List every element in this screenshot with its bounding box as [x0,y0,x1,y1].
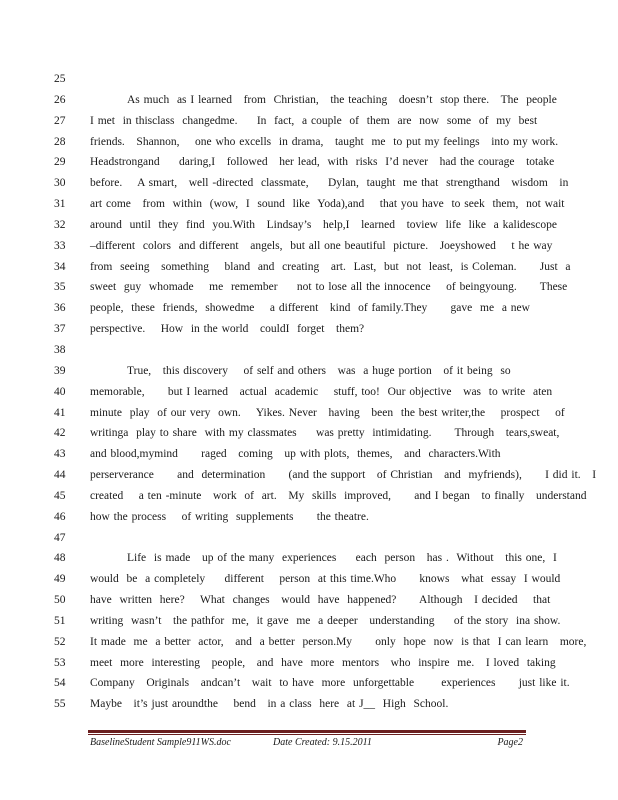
document-line [0,632,618,653]
line-text: art come from within (wow, I sound like Yoda),and that you have to seek them, not wait [90,198,565,211]
line-text: meet more interesting people, and have more mentors who inspire me. I loved taking [90,656,556,669]
line-number: 25 [54,73,66,85]
line-number: 29 [54,156,66,169]
line-number: 26 [54,93,66,106]
line-number: 42 [54,427,66,440]
line-text: Headstrongand daring,I followed her lead, with risks I’d never had the courage totake [90,156,555,169]
line-text: sweet guy whomade me remember not to lose all the innocence of beingyoung. These [90,281,568,294]
line-text: –different colors and different angels, but all one beautiful picture. Joeyshowed t he way [90,239,553,252]
document-line [0,486,618,507]
line-text: minute play of our very own. Yikes. Never having been the best writer,the prospect of [90,406,565,419]
numbered-lines [0,69,618,715]
line-text: before. A smart, well -directed classmate, Dylan, taught me that strengthand wisdom in [90,177,569,190]
line-number: 41 [54,406,66,419]
document-line [0,69,618,90]
line-number: 47 [54,531,66,544]
document-line [0,340,618,361]
line-number: 52 [54,635,66,648]
document-line [0,444,618,465]
line-number: 31 [54,198,66,211]
document-line [0,653,618,674]
line-number: 35 [54,281,66,294]
line-text: True, this discovery of self and others was a huge portion of it being so [127,364,511,377]
line-text: created a ten -minute work of art. My skills improved, and I began to finally understand [90,489,587,502]
line-text: and blood,mymind raged coming up with plots, themes, and characters.With [90,448,501,461]
footer-rule-thin [88,734,526,735]
document-line [0,194,618,215]
line-text: As much as I learned from Christian, the teaching doesn’t stop there. The people [127,93,557,106]
line-text: friends. Shannon, one who excells in drama, taught me to put my feelings into my work. [90,135,559,148]
document-line [0,382,618,403]
line-text: would be a completely different person at this time.Who knows what essay I would [90,573,561,586]
document-line [0,319,618,340]
line-number: 54 [54,677,66,690]
line-number: 49 [54,573,66,586]
page-footer [90,737,523,751]
document-line [0,528,618,549]
line-text: from seeing something bland and creating art. Last, but not least, is Coleman. Just a [90,260,571,273]
line-number: 33 [54,239,66,252]
line-text: Maybe it’s just aroundthe bend in a class here at J__ High School. [90,698,449,711]
line-number: 39 [54,364,66,377]
document-line [0,215,618,236]
document-line [0,569,618,590]
document-line [0,111,618,132]
line-number: 28 [54,135,66,148]
document-line [0,277,618,298]
footer-date-created: Date Created: 9.15.2011 [273,737,372,748]
line-text: Company Originals andcan’t wait to have more unforgettable experiences just like it. [90,677,570,690]
line-number: 48 [54,552,66,565]
line-text: It made me a better actor, and a better person.My only hope now is that I can learn more, [90,635,587,648]
document-line [0,423,618,444]
document-line [0,694,618,715]
line-number: 44 [54,469,66,482]
line-number: 36 [54,302,66,315]
line-text: people, these friends, showedme a different kind of family.They gave me a new [90,302,530,315]
document-line [0,548,618,569]
line-number: 27 [54,114,66,127]
footer-rule [88,730,526,733]
line-text: memorable, but I learned actual academic stuff, too! Our objective was to write aten [90,385,553,398]
line-number: 34 [54,260,66,273]
line-number: 53 [54,656,66,669]
line-number: 45 [54,489,66,502]
line-number: 37 [54,323,66,336]
document-line [0,590,618,611]
footer-page-number: Page2 [497,737,523,748]
document-line [0,152,618,173]
line-text: have written here? What changes would have happened? Although I decided that [90,594,551,607]
line-text: writing wasn’t the pathfor me, it gave me a deeper understanding of the story ina show. [90,614,561,627]
document-line [0,257,618,278]
line-text: how the process of writing supplements the theatre. [90,510,369,523]
line-text: around until they find you.With Lindsay’s help,I learned toview life like a kalidescope [90,218,557,231]
line-number: 38 [54,343,66,356]
line-text: I met in thisclass changedme. In fact, a couple of them are now some of my best [90,114,538,127]
line-number: 51 [54,614,66,627]
line-number: 46 [54,510,66,523]
line-text: perspective. How in the world couldI forget them? [90,323,365,336]
line-number: 40 [54,385,66,398]
line-text: writinga play to share with my classmates was pretty intimidating. Through tears,sweat, [90,427,560,440]
line-text: perserverance and determination (and the support of Christian and myfriends), I did it. I [90,469,597,482]
document-line [0,173,618,194]
document-line [0,403,618,424]
document-line [0,465,618,486]
line-number: 30 [54,177,66,190]
document-line [0,90,618,111]
document-line [0,298,618,319]
line-number: 50 [54,594,66,607]
document-line [0,361,618,382]
document-line [0,673,618,694]
footer-filename: BaselineStudent Sample911WS.doc [90,737,231,748]
document-line [0,132,618,153]
line-number: 55 [54,698,66,711]
document-line [0,236,618,257]
line-number: 43 [54,448,66,461]
document-line [0,507,618,528]
line-number: 32 [54,218,66,231]
line-text: Life is made up of the many experiences each person has . Without this one, I [127,552,557,565]
document-line [0,611,618,632]
